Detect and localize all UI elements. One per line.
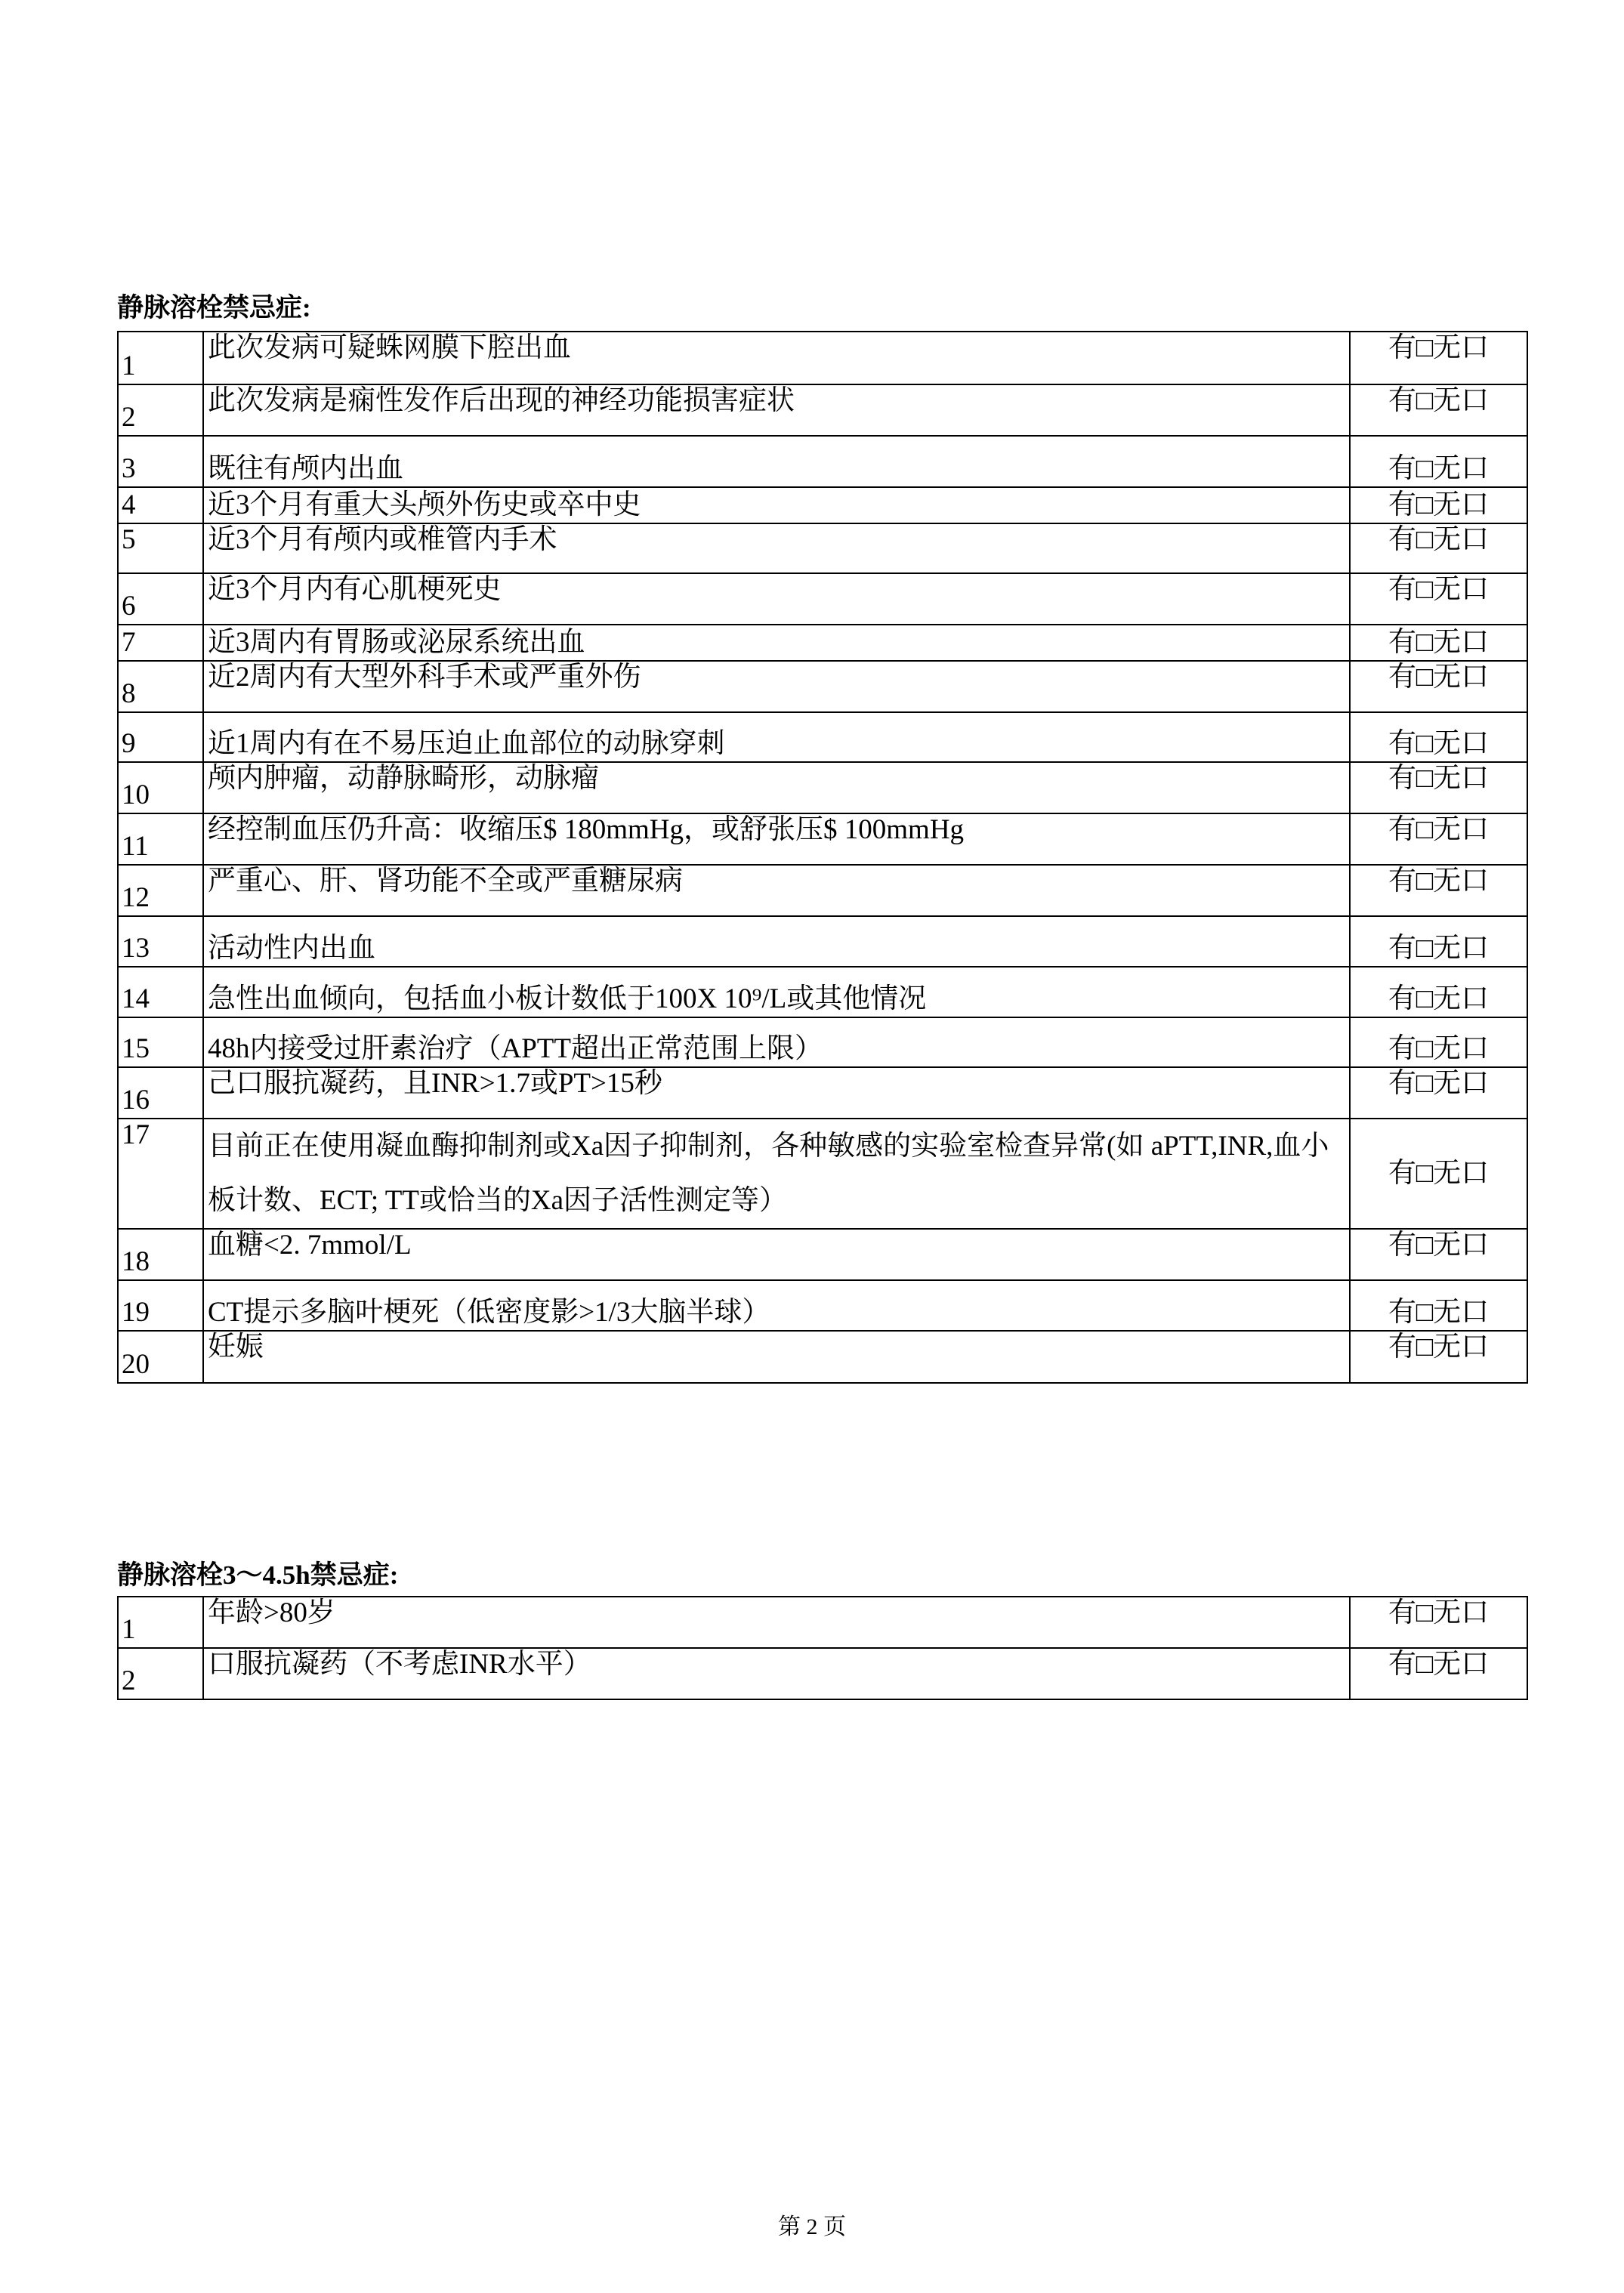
table-row (118, 384, 1527, 436)
table-row (118, 661, 1527, 712)
row-text: 近3周内有胃肠或泌尿系统出血 (203, 625, 1350, 661)
table-row (118, 1280, 1527, 1331)
answer-checkbox[interactable]: 有□无口 (1350, 332, 1527, 384)
answer-checkbox[interactable]: 有□无口 (1350, 865, 1527, 916)
answer-checkbox[interactable]: 有□无口 (1350, 384, 1527, 436)
table-row (118, 813, 1527, 865)
answer-checkbox[interactable]: 有□无口 (1350, 661, 1527, 712)
table-row (118, 1597, 1527, 1648)
answer-checkbox[interactable]: 有□无口 (1350, 1229, 1527, 1280)
row-text: 既往有颅内出血 (203, 436, 1350, 487)
row-text: 口服抗凝药（不考虑INR水平） (203, 1648, 1350, 1699)
section-title-contraindications: 静脉溶栓禁忌症: (117, 293, 311, 323)
row-number: 2 (118, 1648, 203, 1699)
row-number: 8 (118, 661, 203, 712)
row-number: 7 (118, 625, 203, 661)
answer-checkbox[interactable]: 有□无口 (1350, 436, 1527, 487)
row-text: 近3个月内有心肌梗死史 (203, 573, 1350, 625)
row-number: 4 (118, 487, 203, 523)
answer-checkbox[interactable]: 有□无口 (1350, 625, 1527, 661)
answer-checkbox[interactable]: 有□无口 (1350, 487, 1527, 523)
row-text: 近1周内有在不易压迫止血部位的动脉穿刺 (203, 712, 1350, 762)
table-row (118, 573, 1527, 625)
section-title-late-window-contraindications: 静脉溶栓3～4.5h禁忌症: (117, 1560, 399, 1590)
row-number: 3 (118, 436, 203, 487)
answer-checkbox[interactable]: 有□无口 (1350, 762, 1527, 813)
row-text: 近3个月有重大头颅外伤史或卒中史 (203, 487, 1350, 523)
row-number: 14 (118, 967, 203, 1017)
answer-checkbox[interactable]: 有□无口 (1350, 523, 1527, 573)
row-number: 2 (118, 384, 203, 436)
table-row (118, 916, 1527, 967)
row-number: 5 (118, 523, 203, 573)
row-text: 严重心、肝、肾功能不全或严重糖尿病 (203, 865, 1350, 916)
row-text: 此次发病是痫性发作后出现的神经功能损害症状 (203, 384, 1350, 436)
table-row (118, 1229, 1527, 1280)
row-text: 急性出血倾向，包括血小板计数低于100X 10⁹/L或其他情况 (203, 967, 1350, 1017)
answer-checkbox[interactable]: 有□无口 (1350, 1119, 1527, 1229)
table-row (118, 332, 1527, 384)
answer-checkbox[interactable]: 有□无口 (1350, 1331, 1527, 1383)
table-row (118, 436, 1527, 487)
row-text: 此次发病可疑蛛网膜下腔出血 (203, 332, 1350, 384)
row-text: 妊娠 (203, 1331, 1350, 1383)
row-text: 颅内肿瘤，动静脉畸形，动脉瘤 (203, 762, 1350, 813)
row-number: 1 (118, 1597, 203, 1648)
row-number: 1 (118, 332, 203, 384)
answer-checkbox[interactable]: 有□无口 (1350, 1597, 1527, 1648)
row-number: 6 (118, 573, 203, 625)
late-window-contraindications-table (117, 1596, 1528, 1700)
row-text: 己口服抗凝药，且INR>1.7或PT>15秒 (203, 1067, 1350, 1119)
table-row (118, 712, 1527, 762)
row-text: 目前正在使用凝血酶抑制剂或Xa因子抑制剂，各种敏感的实验室检查异常(如 aPTT,INR,血小板计数、ECT; TT或恰当的Xa因子活性测定等） (203, 1119, 1350, 1229)
page-number: 第 2 页 (778, 2214, 846, 2239)
row-number: 13 (118, 916, 203, 967)
answer-checkbox[interactable]: 有□无口 (1350, 1648, 1527, 1699)
answer-checkbox[interactable]: 有□无口 (1350, 916, 1527, 967)
table-row (118, 1331, 1527, 1383)
row-text: 48h内接受过肝素治疗（APTT超出正常范围上限） (203, 1017, 1350, 1067)
table-row (118, 625, 1527, 661)
row-text: 活动性内出血 (203, 916, 1350, 967)
table-row (118, 1119, 1527, 1229)
row-number: 20 (118, 1331, 203, 1383)
row-number: 11 (118, 813, 203, 865)
answer-checkbox[interactable]: 有□无口 (1350, 573, 1527, 625)
table-row (118, 1648, 1527, 1699)
row-number: 15 (118, 1017, 203, 1067)
row-text: 年龄>80岁 (203, 1597, 1350, 1648)
answer-checkbox[interactable]: 有□无口 (1350, 967, 1527, 1017)
answer-checkbox[interactable]: 有□无口 (1350, 813, 1527, 865)
row-text: 血糖<2. 7mmol/L (203, 1229, 1350, 1280)
table-row (118, 1017, 1527, 1067)
row-number: 12 (118, 865, 203, 916)
row-number: 9 (118, 712, 203, 762)
row-number: 19 (118, 1280, 203, 1331)
contraindications-table (117, 331, 1528, 1384)
table-row (118, 967, 1527, 1017)
row-number: 10 (118, 762, 203, 813)
answer-checkbox[interactable]: 有□无口 (1350, 1067, 1527, 1119)
answer-checkbox[interactable]: 有□无口 (1350, 1017, 1527, 1067)
row-text: 近3个月有颅内或椎管内手术 (203, 523, 1350, 573)
answer-checkbox[interactable]: 有□无口 (1350, 1280, 1527, 1331)
table-row (118, 865, 1527, 916)
table-row (118, 523, 1527, 573)
row-number: 16 (118, 1067, 203, 1119)
table-row (118, 1067, 1527, 1119)
table-row (118, 762, 1527, 813)
row-number: 18 (118, 1229, 203, 1280)
row-text: 近2周内有大型外科手术或严重外伤 (203, 661, 1350, 712)
row-text: CT提示多脑叶梗死（低密度影>1/3大脑半球） (203, 1280, 1350, 1331)
answer-checkbox[interactable]: 有□无口 (1350, 712, 1527, 762)
row-number: 17 (118, 1119, 203, 1229)
table-row (118, 487, 1527, 523)
row-text: 经控制血压仍升高：收缩压$ 180mmHg，或舒张压$ 100mmHg (203, 813, 1350, 865)
